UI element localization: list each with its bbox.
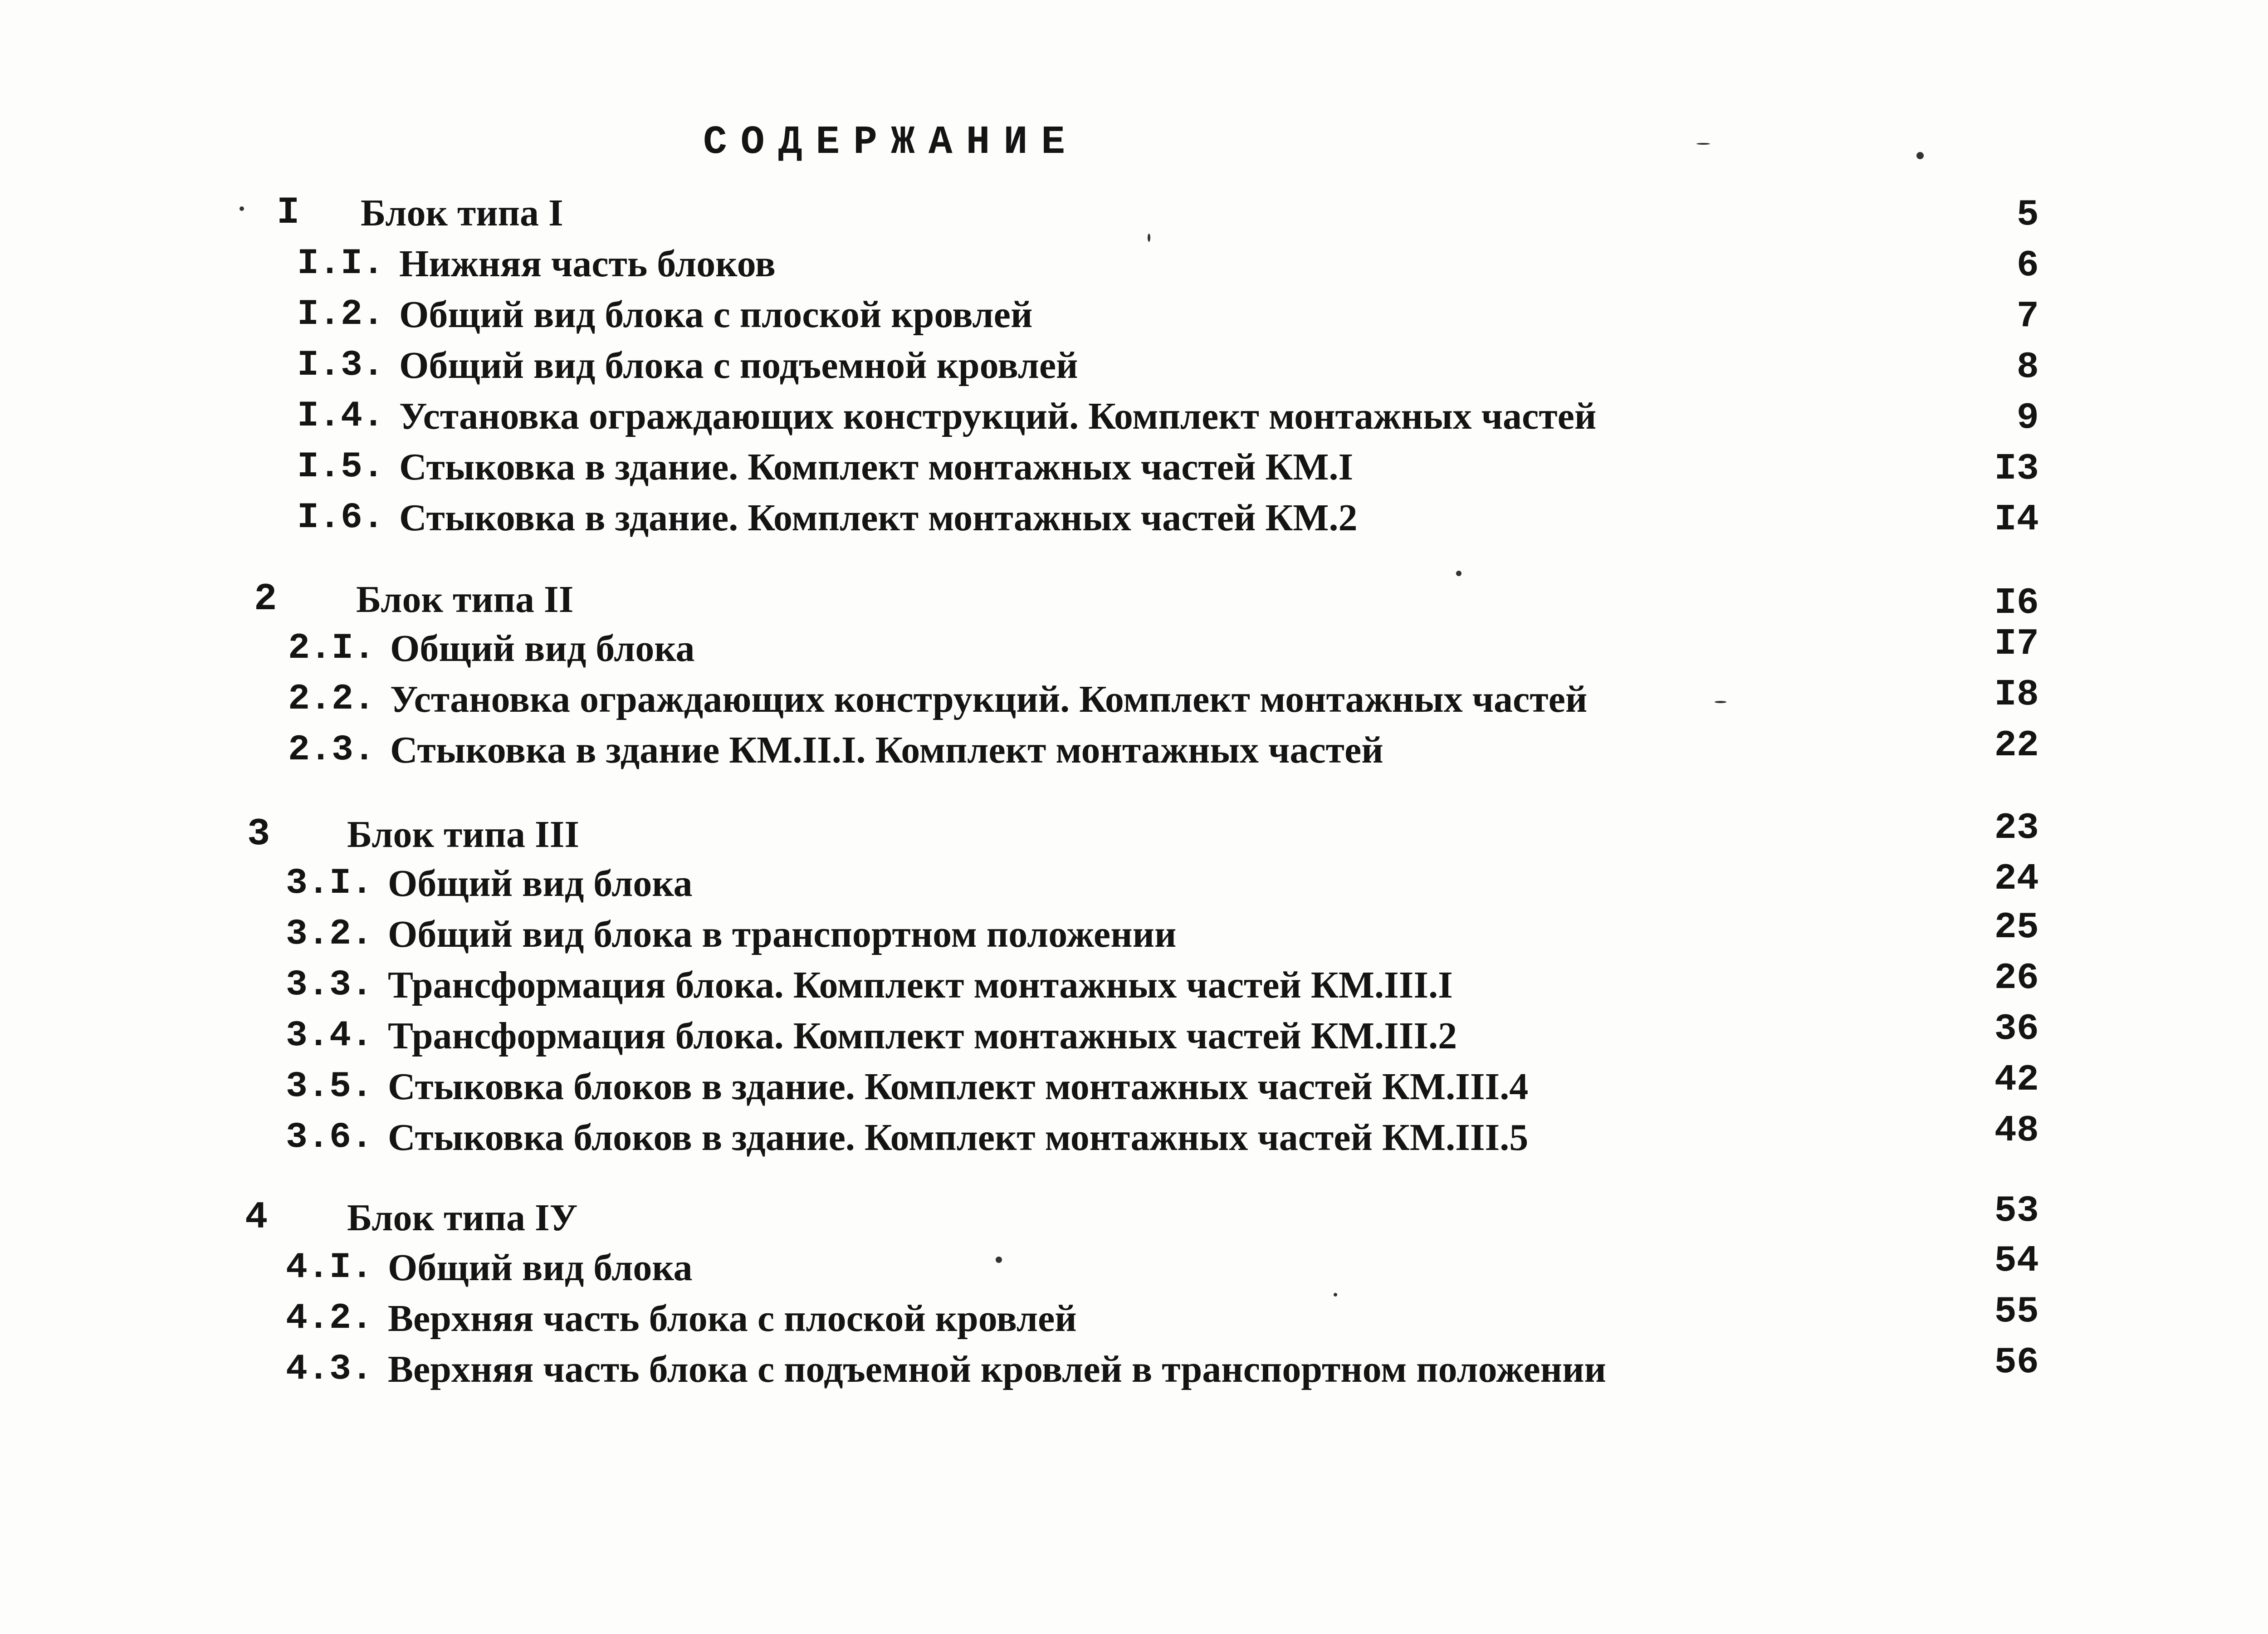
toc-number: I.3.	[297, 345, 385, 386]
toc-number: 2	[254, 578, 277, 621]
toc-text: Стыковка блоков в здание. Комплект монтажных частей КМ.III.5	[388, 1116, 1529, 1159]
toc-number: 2.3.	[288, 729, 376, 771]
toc-text: Общий вид блока	[390, 627, 695, 670]
toc-page-number: 23	[1994, 807, 2039, 849]
toc-page-number: I4	[1994, 499, 2039, 541]
toc-text: Верхняя часть блока с плоской кровлей	[388, 1297, 1077, 1340]
toc-page-number: 5	[2016, 194, 2039, 236]
toc-text: Общий вид блока	[388, 862, 693, 905]
toc-page-number: 42	[1994, 1059, 2039, 1101]
toc-page-number: I6	[1994, 582, 2039, 624]
page-title: СОДЕРЖАНИЕ	[703, 120, 1079, 165]
toc-number: 3.6.	[286, 1117, 373, 1158]
toc-number: 4.3.	[286, 1349, 373, 1390]
toc-text: Блок типа III	[347, 813, 580, 856]
toc-text: Нижняя часть блоков	[399, 243, 776, 285]
toc-text: Блок типа I	[361, 192, 563, 234]
scan-speck	[1715, 701, 1726, 703]
toc-number: 2.2.	[288, 679, 376, 720]
toc-number: 3	[247, 813, 270, 856]
toc-number: 3.5.	[286, 1066, 373, 1107]
toc-text: Стыковка в здание. Комплект монтажных частей КМ.I	[399, 446, 1354, 488]
toc-text: Стыковка в здание КМ.II.I. Комплект монтажных частей	[390, 729, 1383, 771]
toc-page-number: 24	[1994, 858, 2039, 900]
toc-number: 4.2.	[286, 1298, 373, 1339]
toc-page-number: 8	[2016, 346, 2039, 388]
toc-number: 4	[245, 1196, 268, 1239]
toc-text: Блок типа IУ	[347, 1197, 578, 1239]
toc-page-number: 7	[2016, 295, 2039, 338]
toc-text: Верхняя часть блока с подъемной кровлей в транспортном положении	[388, 1348, 1606, 1390]
scan-speck	[1148, 234, 1150, 242]
toc-page-number: 48	[1994, 1110, 2039, 1152]
toc-number: 3.3.	[286, 964, 373, 1006]
toc-text: Общий вид блока с плоской кровлей	[399, 294, 1033, 336]
toc-number: I	[277, 191, 300, 235]
toc-number: I.4.	[297, 396, 385, 437]
scan-speck	[240, 206, 244, 211]
toc-number: 3.4.	[286, 1015, 373, 1057]
scan-speck	[1916, 152, 1924, 159]
toc-number: I.5.	[297, 446, 385, 488]
toc-text: Трансформация блока. Комплект монтажных частей КМ.III.I	[388, 964, 1453, 1006]
toc-number: I.2.	[297, 294, 385, 335]
toc-text: Стыковка блоков в здание. Комплект монтажных частей КМ.III.4	[388, 1066, 1529, 1108]
toc-page-number: 36	[1994, 1008, 2039, 1050]
toc-page-number: 25	[1994, 906, 2039, 949]
toc-number: 3.I.	[286, 863, 373, 904]
toc-text: Установка ограждающих конструкций. Комплект монтажных частей	[390, 678, 1588, 720]
toc-number: 3.2.	[286, 914, 373, 955]
toc-page-number: 6	[2016, 245, 2039, 287]
scan-speck	[1696, 143, 1710, 145]
toc-text: Общий вид блока	[388, 1247, 693, 1289]
toc-page-number: 26	[1994, 957, 2039, 999]
toc-page-number: 22	[1994, 724, 2039, 767]
toc-page-number: 55	[1994, 1291, 2039, 1333]
toc-page-number: 56	[1994, 1341, 2039, 1384]
toc-text: Общий вид блока в транспортном положении	[388, 913, 1177, 955]
toc-page-number: 9	[2016, 397, 2039, 439]
toc-page-number: I7	[1994, 623, 2039, 665]
toc-text: Стыковка в здание. Комплект монтажных частей КМ.2	[399, 497, 1358, 539]
scan-speck	[1334, 1293, 1337, 1296]
toc-page-number: 53	[1994, 1190, 2039, 1232]
toc-number: 2.I.	[288, 628, 376, 669]
toc-text: Установка ограждающих конструкций. Комплект монтажных частей	[399, 395, 1597, 437]
scan-speck	[996, 1257, 1002, 1263]
toc-number: I.6.	[297, 497, 385, 538]
toc-text: Трансформация блока. Комплект монтажных частей КМ.III.2	[388, 1015, 1457, 1057]
toc-page-number: I3	[1994, 448, 2039, 490]
toc-page-number: 54	[1994, 1240, 2039, 1282]
toc-text: Общий вид блока с подъемной кровлей	[399, 344, 1078, 386]
scan-speck	[1456, 571, 1461, 576]
toc-text: Блок типа II	[356, 578, 574, 621]
toc-number: 4.I.	[286, 1247, 373, 1288]
toc-page-number: I8	[1994, 674, 2039, 716]
toc-number: I.I.	[297, 243, 385, 284]
